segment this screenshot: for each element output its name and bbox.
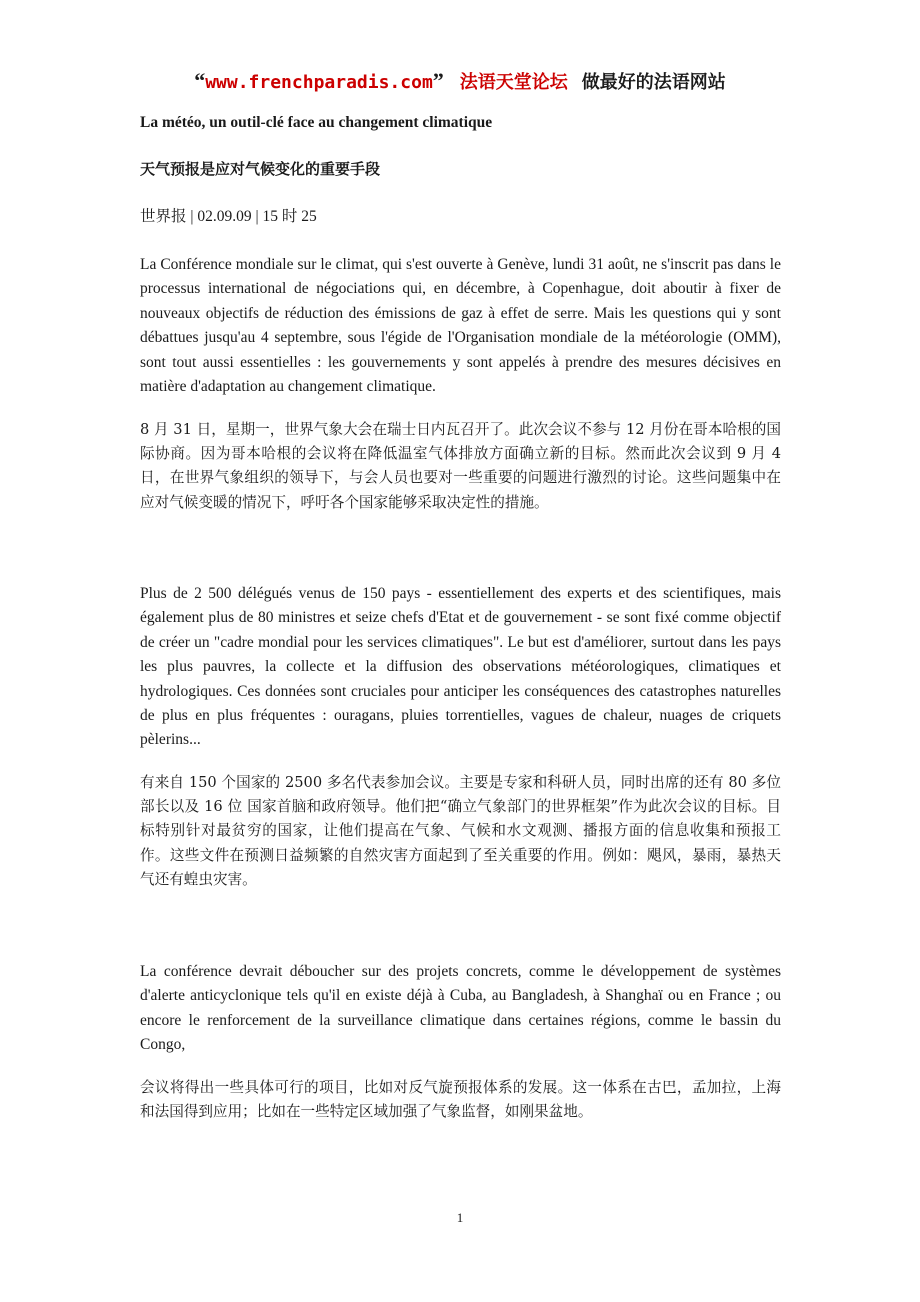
paragraph-chinese-2: 有来自 150 个国家的 2500 多名代表参加会议。主要是专家和科研人员，同时出席的还有 80 多位部长以及 16 位 国家首脑和政府领导。他们把“确立气象部门的世界框架”作为此次会议的目标。目标特别针对最贫穷的国家，让他们提高在气象、气候和水文观测、播报方面的信息收集和预报工作。这些文件在预测日益频繁的自然灾害方面起到了至关重要的作用。例如：飓风，暴雨，暴热天气还有蝗虫灾害。 (140, 774, 781, 888)
header-quote-open: “ (194, 68, 206, 93)
header-slogan: 做最好的法语网站 (581, 72, 726, 93)
paragraph-chinese-1: 8 月 31 日，星期一，世界气象大会在瑞士日内瓦召开了。此次会议不参与 12 月份在哥本哈根的国际协商。因为哥本哈根的会议将在降低温室气体排放方面确立新的目标。然而此次会议到 9 月 4 日，在世界气象组织的领导下，与会人员也要对一些重要的问题进行激烈的讨论。这些问题集中在应对气候变暖的情况下，呼吁各个国家能够采取决定性的措施。 (140, 421, 781, 511)
paragraph-french-2: Plus de 2 500 délégués venus de 150 pays - essentiellement des experts et des scientifiques, mais également plus de 80 ministres et seize chefs d'Etat et de gouvernement - se sont fixé comme objectif de créer un "cadre mondial pour les services climatiques". Le but est d'améliorer, surtout dans les pays les plus pauvres, la collecte et la diffusion des observations météorologiques, climatiques et hydrologiques. Ces données sont cruciales pour anticiper les conséquences des catastrophes naturelles de plus en plus fréquentes : ouragans, pluies torrentielles, vagues de chaleur, nuages de criquets pèlerins... (140, 585, 781, 749)
article-title-french: La météo, un outil-clé face au changement climatique (140, 114, 493, 131)
header-quote-close: ” (432, 68, 444, 93)
site-header (0, 68, 920, 94)
page-number: 1 (456, 1210, 464, 1225)
header-forum-name: 法语天堂论坛 (459, 72, 568, 93)
paragraph-chinese-3: 会议将得出一些具体可行的项目，比如对反气旋预报体系的发展。这一体系在古巴，孟加拉，上海和法国得到应用；比如在一些特定区域加强了气象监督，如刚果盆地。 (140, 1079, 781, 1121)
paragraph-french-1: La Conférence mondiale sur le climat, qui s'est ouverte à Genève, lundi 31 août, ne s'inscrit pas dans le processus international de négociations qui, en décembre, à Copenhague, doit aboutir à fixer de nouveaux objectifs de réduction des émissions de gaz à effet de serre. Mais les questions qui y sont débattues jusqu'au 4 septembre, sous l'égide de l'Organisation mondiale de la météorologie (OMM), sont tout aussi essentielles : les gouvernements y sont appelés à prendre des mesures décisives en matière d'adaptation au changement climatique. (140, 256, 781, 396)
paragraph-french-3: La conférence devrait déboucher sur des projets concrets, comme le développement de systèmes d'alerte anticyclonique tels qu'il en existe déjà à Cuba, au Bangladesh, à Shanghaï ou en France ; ou encore le renforcement de la surveillance climatique dans certaines régions, comme le bassin du Congo, (140, 963, 781, 1054)
article-byline: 世界报 | 02.09.09 | 15 时 25 (140, 208, 317, 225)
article-title-chinese: 天气预报是应对气候变化的重要手段 (140, 160, 381, 178)
header-site-url: www.frenchparadis.com (205, 72, 433, 93)
